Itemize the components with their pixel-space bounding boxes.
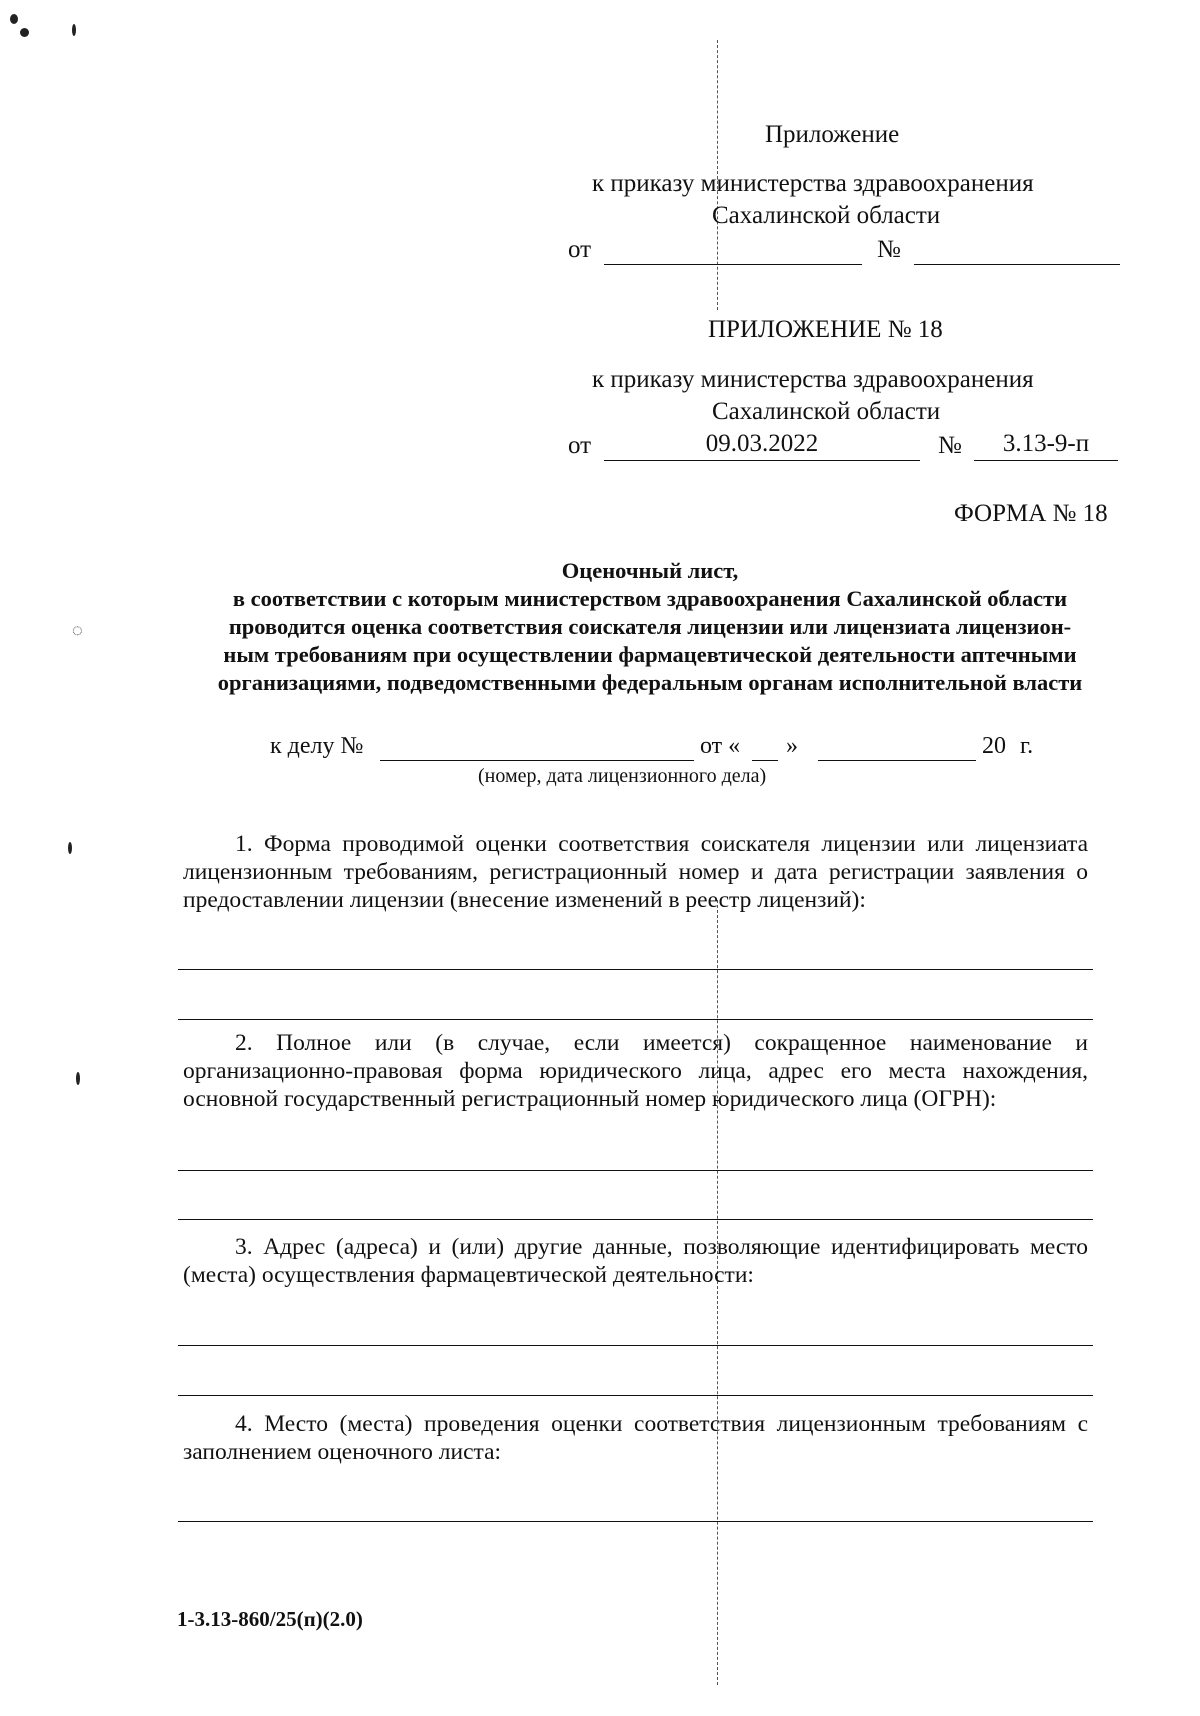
item-1-answer-line[interactable] [178,969,1093,970]
case-day-blank[interactable] [752,760,778,761]
appendix18-from-label: от [568,432,592,459]
appendix-number-label: № [877,236,901,263]
item-3-answer-line[interactable] [178,1345,1093,1346]
appendix18-number-line [974,460,1118,461]
appendix18-order-line: к приказу министерства здравоохранения [592,366,1034,393]
appendix-region-line: Сахалинской области [712,202,941,229]
scan-speck [76,1072,80,1085]
title-line-4: ным требованиям при осуществлении фармацевтической деятельности аптечными [223,642,1077,667]
item-1-text: 1. Форма проводимой оценки соответствия соискателя лицензии или лицензиата лицензионным требованиям, регистрационный номер и дата регистрации заявления о предоставлении лицензии (внесение изменений в реестр лицензий): [183,831,1088,913]
item-2-text: 2. Полное или (в случае, если имеется) сокращенное наименование и организационно-правовая форма юридического лица, адрес его места нахождения, основной государственный регистрационный номер юридического лица (ОГРН): [183,1030,1088,1112]
case-number-blank[interactable] [380,760,694,761]
evaluation-sheet-title [170,557,1130,697]
scan-speck [20,28,29,37]
item-1-answer-line[interactable] [178,1019,1093,1020]
title-line-3: проводится оценка соответствия соискателя лицензии или лицензиата лицензион- [228,614,1072,639]
scan-speck [72,24,76,36]
item-4-text: 4. Место (места) проведения оценки соответствия лицензионным требованиям с заполнением оценочного листа: [183,1411,1088,1465]
item-2-answer-line[interactable] [178,1219,1093,1220]
case-year-prefix: 20 [982,733,1006,759]
document-code: 1-3.13-860/25(п)(2.0) [177,1607,363,1631]
appendix-date-blank[interactable] [604,264,862,265]
case-line-caption: (номер, дата лицензионного дела) [478,765,767,787]
appendix-from-label: от [568,236,592,263]
appendix18-date-value: 09.03.2022 [705,430,819,457]
case-number-label: к делу № [270,733,364,759]
item-2-answer-line[interactable] [178,1170,1093,1171]
scan-speck [10,14,18,24]
form-label: ФОРМА № 18 [954,500,1108,527]
appendix-order-line: к приказу министерства здравоохранения [592,170,1034,197]
appendix-heading: Приложение [765,121,900,148]
title-line-5: организациями, подведомственными федеральным органам исполнительной власти [217,670,1083,695]
item-3-answer-line[interactable] [178,1395,1093,1396]
case-year-suffix: г. [1020,733,1034,759]
appendix18-heading: ПРИЛОЖЕНИЕ № 18 [708,316,943,343]
scan-fold-line [717,900,718,1685]
case-month-blank[interactable] [818,760,976,761]
title-line-1: Оценочный лист, [561,558,739,583]
appendix18-number-label: № [938,432,962,459]
appendix18-number-value: 3.13-9-п [1002,430,1090,457]
appendix18-region-line: Сахалинской области [712,398,941,425]
case-from-label: от « [700,733,741,759]
item-3-text: 3. Адрес (адреса) и (или) другие данные, позволяющие идентифицировать место (места) осуществления фармацевтической деятельности: [183,1234,1088,1288]
margin-mark: ◌ [72,620,83,640]
appendix18-date-line [604,460,920,461]
scan-speck [68,842,72,854]
appendix-number-blank[interactable] [914,264,1120,265]
item-4-answer-line[interactable] [178,1521,1093,1522]
title-line-2: в соответствии с которым министерством здравоохранения Сахалинской области [232,586,1068,611]
case-close-quote: » [786,733,798,759]
